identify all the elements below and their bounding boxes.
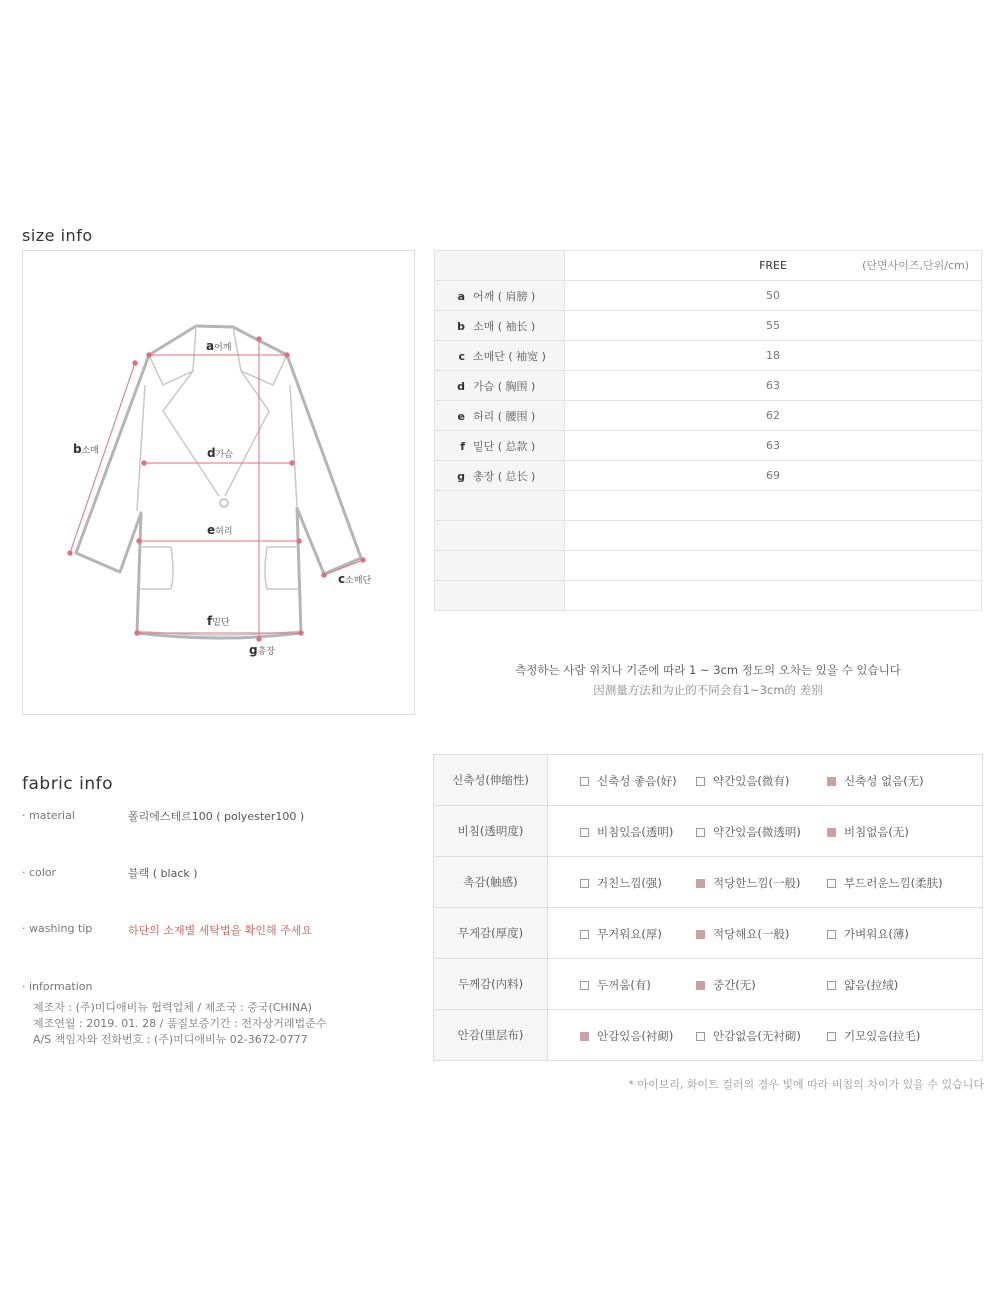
fabric-row (434, 959, 983, 1010)
row-value: 63 (565, 371, 982, 401)
label-c: c소매단 (338, 572, 372, 586)
checked-box-icon[interactable] (580, 1032, 589, 1041)
fabric-option[interactable] (696, 926, 789, 942)
fabric-option[interactable] (696, 773, 789, 789)
fabric-option[interactable] (580, 875, 662, 891)
fabric-category: 신축성(伸缩性) (434, 755, 548, 806)
fabric-option-label: 비침없음(无) (844, 825, 909, 839)
row-value: 62 (565, 401, 982, 431)
unchecked-box-icon[interactable] (827, 981, 836, 990)
info-line: 제조자 : (주)미디애비뉴 협력업체 / 제조국 : 중국(CHINA) (33, 1001, 312, 1014)
table-row (435, 311, 982, 341)
row-value: 18 (565, 341, 982, 371)
fabric-category: 무게감(厚度) (434, 908, 548, 959)
row-value: 69 (565, 461, 982, 491)
unchecked-box-icon[interactable] (696, 777, 705, 786)
unchecked-box-icon[interactable] (696, 828, 705, 837)
fabric-option[interactable] (827, 773, 924, 789)
unchecked-box-icon[interactable] (580, 777, 589, 786)
row-value: 55 (565, 311, 982, 341)
fabric-category: 두께감(内料) (434, 959, 548, 1010)
washing-value: 하단의 소재별 세탁법을 확인해 주세요 (128, 924, 313, 937)
checked-box-icon[interactable] (696, 930, 705, 939)
fabric-option-label: 가벼워요(薄) (844, 927, 909, 941)
fabric-footnote: * 아이보리, 화이트 컬러의 경우 빛에 따라 비침의 차이가 있을 수 있습니다 (628, 1078, 984, 1091)
unchecked-box-icon[interactable] (580, 879, 589, 888)
fabric-option-label: 부드러운느낌(柔肤) (844, 876, 943, 890)
measurement-note-ko: 측정하는 사람 위치나 기준에 따라 1 ~ 3cm 정도의 오차는 있을 수 있습니다 (515, 663, 901, 677)
fabric-category: 비침(透明度) (434, 806, 548, 857)
label-g: g총장 (249, 643, 275, 657)
info-line: 제조연월 : 2019. 01. 28 / 품질보증기간 : 전자상거래법준수 (33, 1017, 327, 1030)
fabric-option[interactable] (580, 824, 673, 840)
fabric-option[interactable] (580, 773, 677, 789)
coat-illustration (23, 251, 416, 716)
fabric-option-label: 적당해요(一般) (713, 927, 790, 941)
fabric-option-label: 두꺼움(有) (597, 978, 651, 992)
fabric-option-label: 약간있음(微透明) (713, 825, 801, 839)
fabric-option[interactable] (696, 875, 801, 891)
fabric-option[interactable] (580, 1028, 673, 1044)
fabric-option[interactable] (580, 977, 651, 993)
row-name: 허리 ( 腰围 ) (473, 409, 536, 423)
row-letter: e (457, 409, 465, 423)
size-info-title: size info (22, 226, 93, 245)
information-lines (33, 1000, 326, 1048)
row-name: 가슴 ( 胸围 ) (473, 379, 536, 393)
fabric-category: 촉감(触感) (434, 857, 548, 908)
table-row (435, 461, 982, 491)
fabric-option-label: 신축성 없음(无) (844, 774, 924, 788)
size-header: FREE (759, 259, 787, 272)
fabric-option-label: 중간(无) (713, 978, 756, 992)
row-name: 총장 ( 总长 ) (473, 469, 536, 483)
row-name: 소매 ( 袖长 ) (473, 319, 536, 333)
table-row (435, 341, 982, 371)
color-value: 블랙 ( black ) (128, 867, 198, 880)
fabric-option-label: 비침있음(透明) (597, 825, 674, 839)
material-value: 폴리에스테르100 ( polyester100 ) (128, 810, 305, 823)
unchecked-box-icon[interactable] (580, 828, 589, 837)
fabric-option[interactable] (827, 1028, 920, 1044)
fabric-row (434, 857, 983, 908)
unchecked-box-icon[interactable] (827, 879, 836, 888)
row-letter: b (457, 319, 465, 333)
row-value: 50 (565, 281, 982, 311)
fabric-row (434, 755, 983, 806)
table-row (435, 281, 982, 311)
label-a: a어깨 (206, 339, 232, 353)
fabric-option-label: 적당한느낌(一般) (713, 876, 801, 890)
empty-row (435, 581, 982, 611)
fabric-option-label: 신축성 좋음(好) (597, 774, 677, 788)
label-d: d가슴 (207, 446, 233, 460)
fabric-table (433, 754, 983, 1061)
fabric-option[interactable] (696, 824, 801, 840)
coat-diagram (22, 250, 415, 715)
fabric-info-title: fabric info (22, 774, 114, 794)
unchecked-box-icon[interactable] (696, 1032, 705, 1041)
fabric-row (434, 1010, 983, 1061)
information-label: · information (22, 980, 93, 993)
fabric-option-label: 안감없음(无衬砌) (713, 1029, 801, 1043)
row-letter: f (460, 439, 465, 453)
fabric-option[interactable] (696, 1028, 801, 1044)
unchecked-box-icon[interactable] (827, 930, 836, 939)
unchecked-box-icon[interactable] (580, 981, 589, 990)
empty-row (435, 551, 982, 581)
unchecked-box-icon[interactable] (580, 930, 589, 939)
row-letter: a (457, 289, 465, 303)
measurement-note-cn: 因测量方法和为止的不同会有1~3cm的 差别 (593, 683, 823, 697)
table-row (435, 431, 982, 461)
info-line: A/S 책임자와 전화번호 : (주)미디애비뉴 02-3672-0777 (33, 1033, 308, 1046)
empty-row (435, 521, 982, 551)
fabric-option-label: 기모있음(拉毛) (844, 1029, 921, 1043)
row-name: 소매단 ( 袖宽 ) (473, 349, 546, 363)
label-b: b소매 (73, 442, 99, 456)
checked-box-icon[interactable] (827, 828, 836, 837)
unit-note: (단면사이즈,단위/cm) (862, 259, 969, 272)
fabric-option[interactable] (827, 875, 943, 891)
row-letter: c (458, 349, 465, 363)
fabric-option-label: 약간있음(微有) (713, 774, 790, 788)
size-table-header (435, 251, 982, 281)
label-e: e허리 (207, 523, 233, 537)
fabric-option[interactable] (827, 977, 898, 993)
fabric-option[interactable] (827, 926, 909, 942)
checked-box-icon[interactable] (696, 981, 705, 990)
fabric-row (434, 908, 983, 959)
color-label: · color (22, 866, 57, 879)
fabric-option-label: 무거워요(厚) (597, 927, 662, 941)
row-value: 63 (565, 431, 982, 461)
fabric-option[interactable] (580, 926, 662, 942)
size-table (434, 250, 982, 611)
fabric-option-label: 얇음(拉绒) (844, 978, 899, 992)
fabric-option-label: 거친느낌(强) (597, 876, 662, 890)
table-row (435, 371, 982, 401)
material-label: · material (22, 809, 75, 822)
unchecked-box-icon[interactable] (827, 1032, 836, 1041)
row-name: 밑단 ( 总款 ) (473, 439, 536, 453)
label-f: f밑단 (207, 614, 230, 628)
empty-row (435, 491, 982, 521)
fabric-option-label: 안감있음(衬砌) (597, 1029, 674, 1043)
fabric-row (434, 806, 983, 857)
checked-box-icon[interactable] (696, 879, 705, 888)
fabric-option[interactable] (827, 824, 909, 840)
checked-box-icon[interactable] (827, 777, 836, 786)
row-letter: g (457, 469, 465, 483)
row-letter: d (457, 379, 465, 393)
washing-label: · washing tip (22, 922, 93, 935)
table-row (435, 401, 982, 431)
row-name: 어깨 ( 肩膀 ) (473, 289, 536, 303)
fabric-option[interactable] (696, 977, 756, 993)
fabric-category: 안감(里层布) (434, 1010, 548, 1061)
